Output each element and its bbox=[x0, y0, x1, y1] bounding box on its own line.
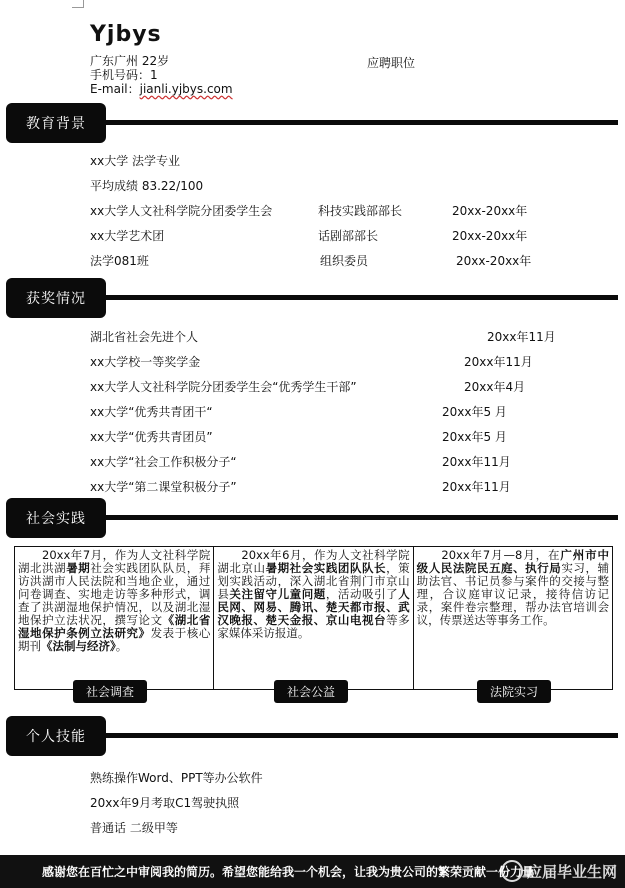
practice-col-court bbox=[414, 547, 612, 689]
skill-3: 普通话 二级甲等 bbox=[90, 821, 178, 835]
text: ，策划实践活动，深入湖北省荆门市京山县 bbox=[217, 561, 410, 601]
award-6-name: xx大学“社会工作积极分子“ bbox=[90, 455, 237, 469]
edu-row-4-c: 20xx-20xx年 bbox=[452, 229, 528, 243]
bold-text: 广州市中级人民法院民五庭、执行局 bbox=[416, 548, 609, 575]
bold-text: 暑期 bbox=[66, 561, 91, 575]
section-title-skills: 个人技能 bbox=[6, 716, 106, 756]
section-title-awards: 获奖情况 bbox=[6, 278, 106, 318]
email-line bbox=[90, 82, 233, 96]
award-6-date: 20xx年11月 bbox=[442, 455, 511, 469]
section-awards bbox=[6, 278, 618, 318]
award-4-date: 20xx年5 月 bbox=[442, 405, 507, 419]
tag-welfare: 社会公益 bbox=[274, 680, 348, 703]
award-7-date: 20xx年11月 bbox=[442, 480, 511, 494]
text: 。 bbox=[115, 639, 128, 653]
tag-survey: 社会调查 bbox=[73, 680, 147, 703]
practice-boxes bbox=[14, 546, 613, 690]
phone-line: 手机号码：1 bbox=[90, 68, 158, 82]
text: 20xx年7月—8月，在 bbox=[441, 548, 561, 562]
text: 20xx年6月，作为人文社科学院湖北京山 bbox=[217, 548, 410, 575]
skill-2: 20xx年9月考取C1驾驶执照 bbox=[90, 796, 240, 810]
edu-row-5-c: 20xx-20xx年 bbox=[456, 254, 532, 268]
award-3-name: xx大学人文社科学院分团委学生会“优秀学生干部” bbox=[90, 380, 357, 394]
bold-text: 人民网、网易、腾讯、楚天都市报、武汉晚报、楚天金报、京山电视台 bbox=[217, 587, 410, 627]
section-practice bbox=[6, 498, 618, 538]
watermark-text: 应届毕业生网 bbox=[526, 862, 617, 881]
bold-text: 暑期社会实践团队队长 bbox=[265, 561, 387, 575]
email-link[interactable]: jianli.yjbys.com bbox=[139, 82, 233, 96]
position-label: 应聘职位 bbox=[367, 56, 416, 70]
skill-1: 熟练操作Word、PPT等办公软件 bbox=[90, 771, 263, 785]
section-education bbox=[6, 103, 618, 143]
edu-row-3-c: 20xx-20xx年 bbox=[452, 204, 528, 218]
section-skills bbox=[6, 716, 618, 756]
bold-text: 《法制与经济》 bbox=[41, 639, 116, 653]
award-4-name: xx大学“优秀共青团干“ bbox=[90, 405, 213, 419]
text: ，活动吸引了 bbox=[325, 587, 399, 601]
section-rule bbox=[102, 120, 618, 125]
section-title-practice: 社会实践 bbox=[6, 498, 106, 538]
edu-row-5-b: 组织委员 bbox=[320, 254, 369, 268]
edu-row-3-b: 科技实践部部长 bbox=[318, 204, 403, 218]
text: 社会实践团队队员，拜访洪湖市人民法院和当地企业，通过问卷调查、实地走访等多种形式，调查了洪湖湿地保护情况，以及湖北湿地保护立法状况，撰写论文 bbox=[18, 561, 211, 627]
text: 等多家媒体采访报道。 bbox=[217, 613, 410, 640]
edu-row-4-a: xx大学艺术团 bbox=[90, 229, 165, 243]
edu-row-5-a: 法学081班 bbox=[90, 254, 149, 268]
section-rule bbox=[102, 733, 618, 738]
practice-col-welfare bbox=[214, 547, 413, 689]
award-7-name: xx大学“第二课堂积极分子” bbox=[90, 480, 237, 494]
edu-row-4-b: 话剧部部长 bbox=[318, 229, 379, 243]
watermark bbox=[501, 857, 617, 885]
bold-text: 《湖北省湿地保护条例立法研究》 bbox=[18, 613, 211, 640]
text: 实习，辅助法官、书记员参与案件的交接与整理，合议庭审议记录，接待信访记录，案件卷宗整理，帮办法官培训会议，传票送达等事务工作。 bbox=[416, 561, 609, 627]
location-age: 广东广州 22岁 bbox=[90, 54, 170, 68]
edu-row-2-a: 平均成绩 83.22/100 bbox=[90, 179, 204, 193]
tag-court: 法院实习 bbox=[477, 680, 551, 703]
edu-row-1-a: xx大学 法学专业 bbox=[90, 154, 181, 168]
watermark-logo-icon bbox=[501, 860, 523, 882]
text: 发表于核心期刊 bbox=[18, 626, 211, 653]
candidate-name: Yjbys bbox=[90, 22, 162, 47]
section-rule bbox=[102, 515, 618, 520]
bold-text: 关注留守儿童问题 bbox=[229, 587, 326, 601]
section-rule bbox=[102, 295, 618, 300]
award-3-date: 20xx年4月 bbox=[464, 380, 526, 394]
award-1-name: 湖北省社会先进个人 bbox=[90, 330, 199, 344]
award-2-name: xx大学校一等奖学金 bbox=[90, 355, 201, 369]
award-2-date: 20xx年11月 bbox=[464, 355, 533, 369]
text: 20xx年7月，作为人文社科学院湖北洪湖 bbox=[18, 548, 211, 575]
section-title-education: 教育背景 bbox=[6, 103, 106, 143]
award-5-date: 20xx年5 月 bbox=[442, 430, 507, 444]
award-5-name: xx大学“优秀共青团员” bbox=[90, 430, 213, 444]
email-label: E-mail： bbox=[90, 82, 140, 96]
footer-text: 感谢您在百忙之中审阅我的简历。希望您能给我一个机会，让我为贵公司的繁荣贡献一份力量 bbox=[42, 865, 535, 879]
award-1-date: 20xx年11月 bbox=[487, 330, 556, 344]
edu-row-3-a: xx大学人文社科学院分团委学生会 bbox=[90, 204, 273, 218]
practice-col-survey bbox=[15, 547, 214, 689]
page-corner-mark bbox=[72, 0, 84, 8]
